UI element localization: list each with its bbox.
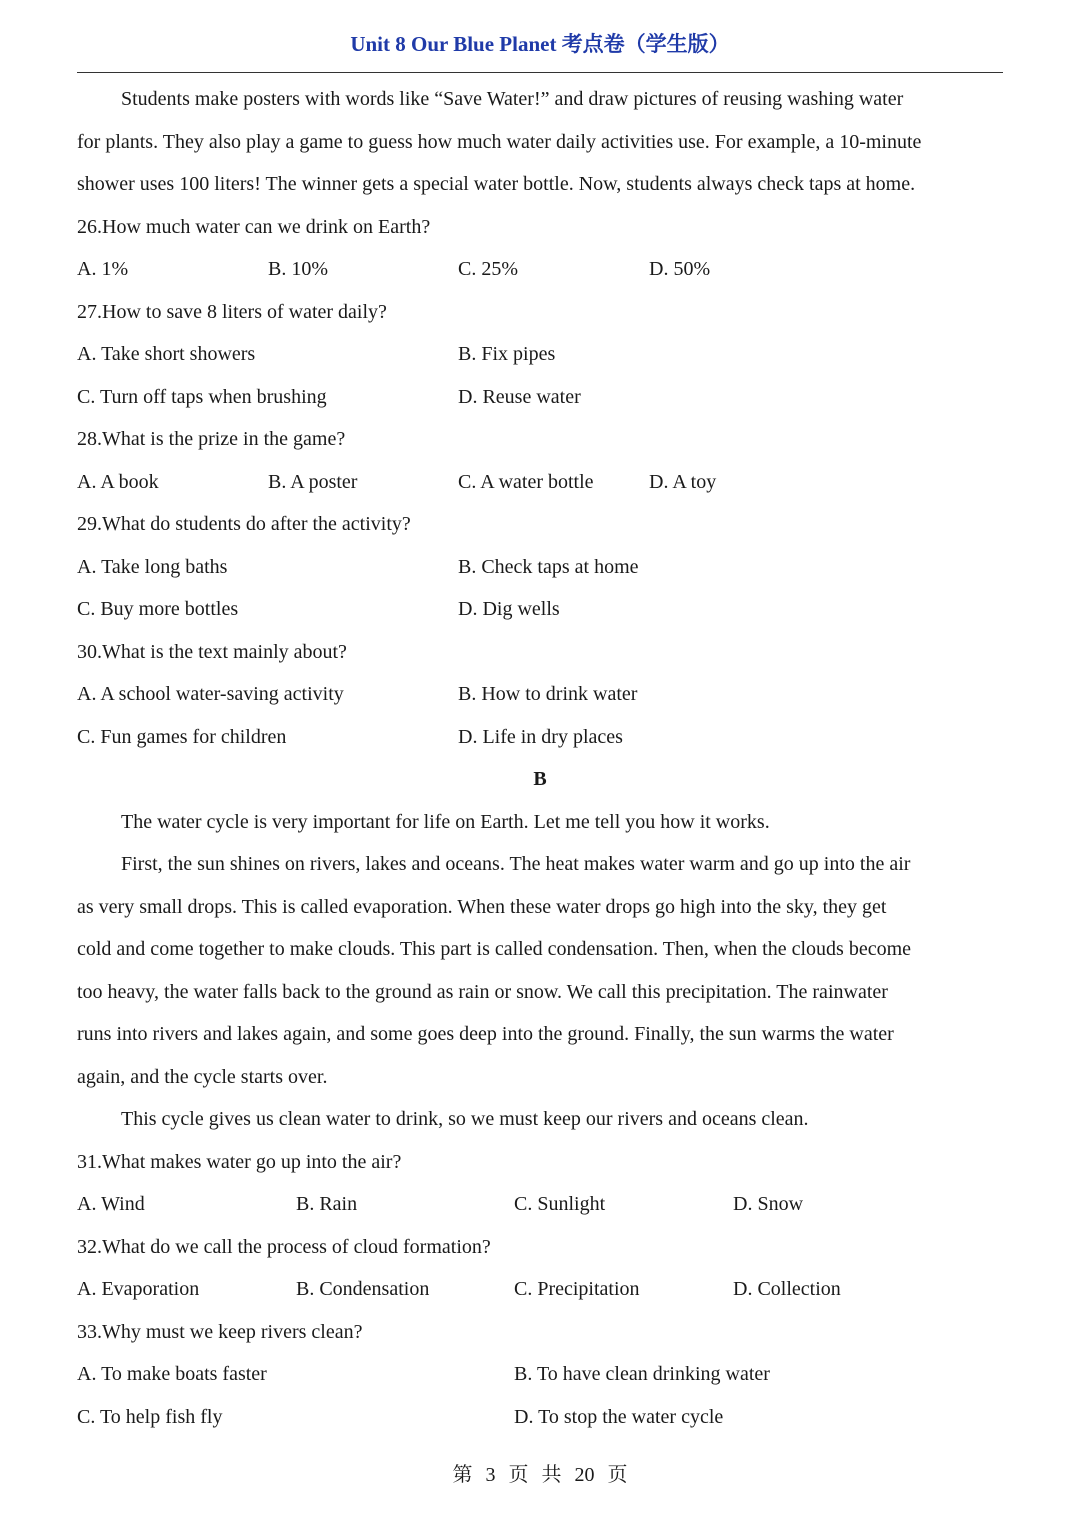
option: D. Snow (733, 1193, 804, 1215)
question-29: 29.What do students do after the activity? (77, 513, 411, 535)
page-content (77, 78, 1003, 1438)
option: B. To have clean drinking water (514, 1363, 770, 1385)
question-26: 26.How much water can we drink on Earth? (77, 215, 431, 238)
option: D. To stop the water cycle (514, 1405, 724, 1428)
section-heading: B (533, 768, 547, 790)
paragraph-line: again, and the cycle starts over. (77, 1065, 328, 1088)
option: D. Life in dry places (458, 725, 623, 748)
option: A. A school water-saving activity (77, 683, 344, 705)
option: D. 50% (649, 258, 711, 280)
option: D. Reuse water (458, 385, 581, 408)
footer-suffix: 页 (607, 1464, 628, 1486)
paragraph-line: for plants. They also play a game to guess how much water daily activities use. For example, a 10-minute (77, 130, 922, 153)
footer-prefix: 第 (452, 1464, 473, 1486)
header-title: Unit 8 Our Blue Planet (350, 32, 557, 56)
question-31: 31.What makes water go up into the air? (77, 1150, 402, 1173)
option: D. Collection (733, 1278, 841, 1300)
option: C. 25% (458, 258, 518, 280)
option: A. A book (77, 470, 159, 493)
option: B. How to drink water (458, 683, 638, 705)
paragraph-line: as very small drops. This is called evaporation. When these water drops go high into the sky, they get (77, 895, 887, 918)
question-28: 28.What is the prize in the game? (77, 428, 346, 450)
options-row (77, 1353, 1003, 1396)
options-row (77, 1183, 1003, 1226)
paragraph-line: runs into rivers and lakes again, and some goes deep into the ground. Finally, the sun warms the water (77, 1023, 894, 1045)
option: C. Sunlight (514, 1193, 606, 1215)
option: A. Take long baths (77, 555, 228, 578)
option: A. Wind (77, 1193, 145, 1215)
paragraph-line: Students make posters with words like “Save Water!” and draw pictures of reusing washing water (121, 88, 904, 110)
options-row (77, 1396, 1003, 1439)
option: C. A water bottle (458, 470, 594, 493)
option: C. To help fish fly (77, 1405, 223, 1428)
option: B. Fix pipes (458, 343, 556, 365)
options-row (77, 333, 1003, 376)
options-row (77, 716, 1003, 759)
footer-page-number: 3 (485, 1464, 496, 1486)
option: A. Take short showers (77, 343, 256, 365)
options-row (77, 461, 1003, 504)
option: B. Rain (296, 1193, 358, 1215)
options-row (77, 248, 1003, 291)
header-subtitle: 考点卷（学生版） (561, 32, 730, 56)
paragraph-line: cold and come together to make clouds. This part is called condensation. Then, when the clouds become (77, 938, 912, 960)
option: D. A toy (649, 470, 717, 493)
option: C. Precipitation (514, 1278, 640, 1300)
question-32: 32.What do we call the process of cloud formation? (77, 1235, 491, 1258)
footer-mid: 页 (508, 1464, 529, 1486)
option: A. To make boats faster (77, 1363, 267, 1385)
option: C. Buy more bottles (77, 598, 239, 620)
option: B. Check taps at home (458, 555, 639, 578)
option: A. 1% (77, 258, 129, 280)
options-row (77, 673, 1003, 716)
option: D. Dig wells (458, 598, 560, 620)
options-row (77, 376, 1003, 419)
options-row (77, 588, 1003, 631)
paragraph-line: First, the sun shines on rivers, lakes and oceans. The heat makes water warm and go up into the air (121, 853, 911, 875)
option: B. A poster (268, 470, 358, 493)
page-header (0, 28, 1080, 58)
footer-total: 20 (574, 1464, 595, 1486)
option: C. Turn off taps when brushing (77, 385, 327, 408)
option: C. Fun games for children (77, 725, 287, 748)
option: B. 10% (268, 258, 328, 280)
paragraph-line: This cycle gives us clean water to drink, so we must keep our rivers and oceans clean. (121, 1108, 809, 1130)
page-footer (0, 1458, 1080, 1487)
paragraph-line: shower uses 100 liters! The winner gets a special water bottle. Now, students always check taps at home. (77, 173, 916, 195)
options-row (77, 546, 1003, 589)
footer-total-label: 共 (541, 1464, 562, 1486)
option: A. Evaporation (77, 1278, 200, 1300)
header-divider (77, 72, 1003, 73)
question-27: 27.How to save 8 liters of water daily? (77, 300, 387, 323)
option: B. Condensation (296, 1278, 430, 1300)
paragraph-line: too heavy, the water falls back to the ground as rain or snow. We call this precipitation. The rainwater (77, 980, 888, 1003)
options-row (77, 1268, 1003, 1311)
paragraph-line: The water cycle is very important for life on Earth. Let me tell you how it works. (121, 810, 770, 833)
question-33: 33.Why must we keep rivers clean? (77, 1320, 363, 1343)
question-30: 30.What is the text mainly about? (77, 640, 347, 663)
